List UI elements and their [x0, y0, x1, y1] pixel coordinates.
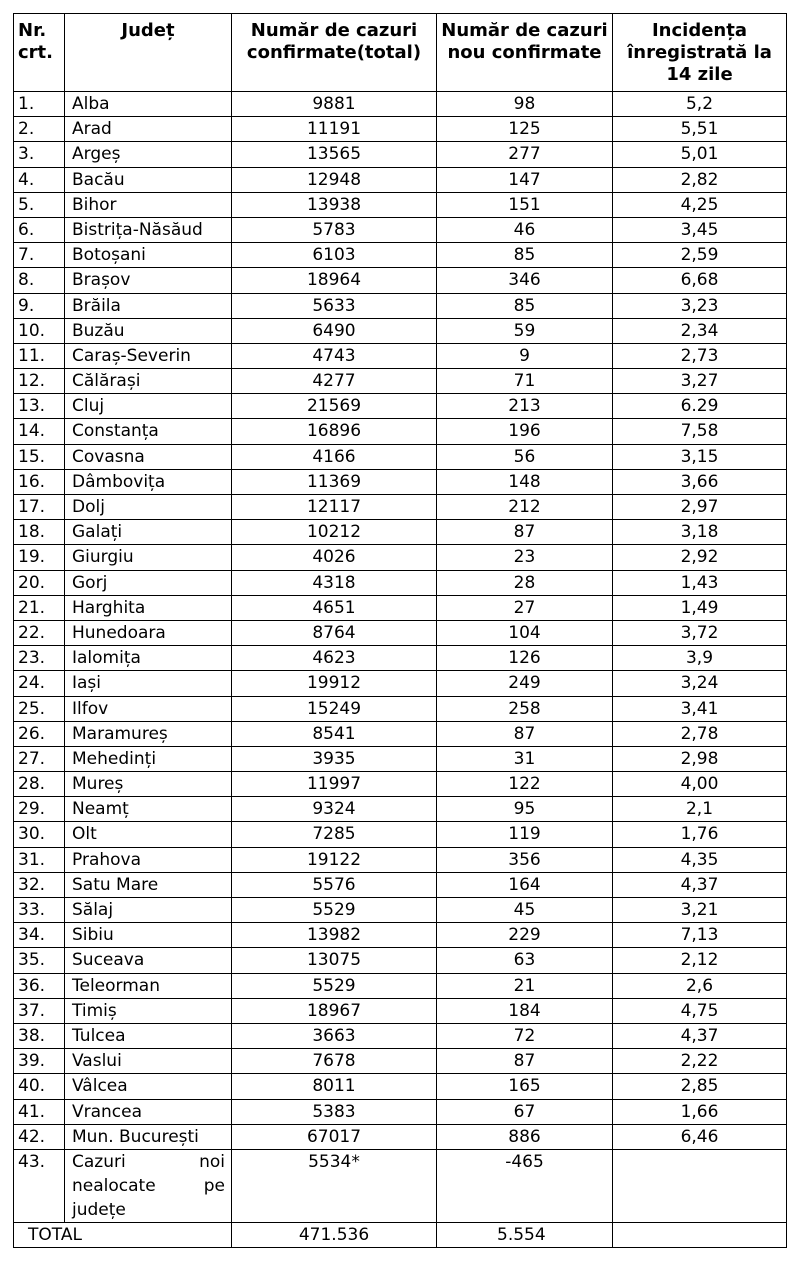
cell-new-cases: 356 — [437, 847, 613, 872]
header-new-cases: Număr de cazuri nou confirmate — [437, 14, 613, 92]
cell-new-cases: 87 — [437, 520, 613, 545]
cell-new-cases: 63 — [437, 948, 613, 973]
cell-incidence: 3,45 — [613, 217, 787, 242]
cell-new-cases: 9 — [437, 343, 613, 368]
table-row — [14, 92, 787, 117]
covid-cases-table — [13, 13, 787, 1248]
table-row — [14, 696, 787, 721]
cell-total-cases: 9881 — [232, 92, 437, 117]
cell-judet: Mehedinți — [65, 746, 232, 771]
cell-incidence: 1,49 — [613, 595, 787, 620]
cell-total-cases: 13565 — [232, 142, 437, 167]
cell-total-cases: 16896 — [232, 419, 437, 444]
table-row — [14, 545, 787, 570]
cell-nr: 40. — [14, 1074, 65, 1099]
note-line: nealocate pe — [72, 1175, 225, 1196]
cell-incidence: 3,72 — [613, 620, 787, 645]
cell-incidence: 6,46 — [613, 1124, 787, 1149]
cell-incidence: 1,43 — [613, 570, 787, 595]
cell-nr: 14. — [14, 419, 65, 444]
cell-judet: Harghita — [65, 595, 232, 620]
header-total-cases: Număr de cazuri confirmate(total) — [232, 14, 437, 92]
cell-judet: Covasna — [65, 444, 232, 469]
cell-total-cases: 5529 — [232, 973, 437, 998]
cell-total-cases: 9324 — [232, 797, 437, 822]
table-row — [14, 772, 787, 797]
cell-nr: 4. — [14, 167, 65, 192]
cell-new-cases: 67 — [437, 1099, 613, 1124]
cell-new-cases: 151 — [437, 192, 613, 217]
cell-incidence: 2,1 — [613, 797, 787, 822]
cell-total-cases: 12117 — [232, 495, 437, 520]
cell-new-cases: 85 — [437, 293, 613, 318]
cell-incidence: 3,27 — [613, 369, 787, 394]
cell-new-cases: 258 — [437, 696, 613, 721]
table-row — [14, 1099, 787, 1124]
cell-incidence: 3,23 — [613, 293, 787, 318]
cell-nr: 17. — [14, 495, 65, 520]
cell-judet: Prahova — [65, 847, 232, 872]
cell-nr: 33. — [14, 898, 65, 923]
cell-judet: Iași — [65, 671, 232, 696]
header-incidence: Incidența înregistrată la 14 zile — [613, 14, 787, 92]
cell-total-cases: 6490 — [232, 318, 437, 343]
cell-new-cases: 45 — [437, 898, 613, 923]
cell-nr: 20. — [14, 570, 65, 595]
cell-judet: Neamț — [65, 797, 232, 822]
total-label: TOTAL — [14, 1222, 232, 1247]
cell-incidence: 3,66 — [613, 469, 787, 494]
cell-nr: 31. — [14, 847, 65, 872]
cell-new-cases: 125 — [437, 117, 613, 142]
table-row — [14, 620, 787, 645]
header-judet: Județ — [65, 14, 232, 92]
cell-nr: 25. — [14, 696, 65, 721]
cell-nr: 13. — [14, 394, 65, 419]
cell-judet: Cluj — [65, 394, 232, 419]
note-line: Cazuri noi — [72, 1151, 225, 1172]
cell-total-cases: 11191 — [232, 117, 437, 142]
cell-nr: 19. — [14, 545, 65, 570]
table-row — [14, 721, 787, 746]
cell-total-cases: 5576 — [232, 872, 437, 897]
cell-total-cases: 5529 — [232, 898, 437, 923]
cell-incidence: 3,24 — [613, 671, 787, 696]
cell-incidence: 4,25 — [613, 192, 787, 217]
cell-judet: Tulcea — [65, 1023, 232, 1048]
cell-incidence: 4,75 — [613, 998, 787, 1023]
cell-judet: Maramureș — [65, 721, 232, 746]
table-row — [14, 444, 787, 469]
table-row — [14, 117, 787, 142]
table-row — [14, 746, 787, 771]
cell-judet: Brăila — [65, 293, 232, 318]
table-body — [14, 92, 787, 1248]
table-row — [14, 217, 787, 242]
cell-new-cases: 56 — [437, 444, 613, 469]
cell-total-cases: 4743 — [232, 343, 437, 368]
cell-judet: Bacău — [65, 167, 232, 192]
incidence-total — [613, 1222, 787, 1247]
cell-new-cases: 165 — [437, 1074, 613, 1099]
cell-judet: Vâlcea — [65, 1074, 232, 1099]
cell-new-cases: 212 — [437, 495, 613, 520]
cell-total-cases: 5633 — [232, 293, 437, 318]
cell-total-cases: 7285 — [232, 822, 437, 847]
cell-judet: Mureș — [65, 772, 232, 797]
cell-new-cases: 148 — [437, 469, 613, 494]
cell-total-cases: 5783 — [232, 217, 437, 242]
cell-judet: Timiș — [65, 998, 232, 1023]
table-row — [14, 797, 787, 822]
cell-nr: 18. — [14, 520, 65, 545]
cell-judet: Teleorman — [65, 973, 232, 998]
cell-incidence: 6.29 — [613, 394, 787, 419]
cell-incidence: 4,35 — [613, 847, 787, 872]
cell-nr: 5. — [14, 192, 65, 217]
cell-incidence: 2,82 — [613, 167, 787, 192]
cell-new-cases: 87 — [437, 1049, 613, 1074]
cell-total-cases: 4166 — [232, 444, 437, 469]
cell-nr: 32. — [14, 872, 65, 897]
table-row — [14, 192, 787, 217]
cell-nr: 41. — [14, 1099, 65, 1124]
cell-incidence: 3,21 — [613, 898, 787, 923]
table-row — [14, 520, 787, 545]
cell-incidence: 4,37 — [613, 1023, 787, 1048]
cell-total-cases: 4651 — [232, 595, 437, 620]
table-row — [14, 167, 787, 192]
unallocated-cases-row — [14, 1149, 787, 1222]
cell-new-cases: 85 — [437, 243, 613, 268]
cell-total-cases: 10212 — [232, 520, 437, 545]
table-row — [14, 419, 787, 444]
table-row — [14, 1049, 787, 1074]
cell-judet: Alba — [65, 92, 232, 117]
table-row — [14, 595, 787, 620]
table-row — [14, 872, 787, 897]
cell-new-cases: 346 — [437, 268, 613, 293]
cell-total-cases: 7678 — [232, 1049, 437, 1074]
header-nr: Nr. crt. — [14, 14, 65, 92]
cell-total-cases: 4623 — [232, 646, 437, 671]
cell-incidence: 5,01 — [613, 142, 787, 167]
cell-judet: Sibiu — [65, 923, 232, 948]
cell-judet — [65, 1149, 232, 1222]
cell-incidence: 2,22 — [613, 1049, 787, 1074]
cell-nr: 37. — [14, 998, 65, 1023]
cell-total-cases: 3935 — [232, 746, 437, 771]
cell-judet: Sălaj — [65, 898, 232, 923]
cell-judet: Călărași — [65, 369, 232, 394]
cell-incidence: 2,6 — [613, 973, 787, 998]
cell-incidence: 2,92 — [613, 545, 787, 570]
cell-judet: Bistrița-Năsăud — [65, 217, 232, 242]
cell-new-cases: 164 — [437, 872, 613, 897]
table-row — [14, 394, 787, 419]
cell-total-cases: 4277 — [232, 369, 437, 394]
cell-incidence: 5,2 — [613, 92, 787, 117]
cell-incidence: 2,97 — [613, 495, 787, 520]
cell-nr: 8. — [14, 268, 65, 293]
cell-new-cases: 87 — [437, 721, 613, 746]
cell-new-cases: 196 — [437, 419, 613, 444]
cell-judet: Caraș-Severin — [65, 343, 232, 368]
cell-total-cases: 8764 — [232, 620, 437, 645]
cell-nr: 11. — [14, 343, 65, 368]
cell-judet: Giurgiu — [65, 545, 232, 570]
table-row — [14, 898, 787, 923]
cell-judet: Argeș — [65, 142, 232, 167]
cell-incidence: 2,34 — [613, 318, 787, 343]
table-row — [14, 923, 787, 948]
cell-total-cases: 3663 — [232, 1023, 437, 1048]
cell-incidence: 5,51 — [613, 117, 787, 142]
cell-new-cases: 27 — [437, 595, 613, 620]
cell-new-cases: 71 — [437, 369, 613, 394]
cell-incidence: 4,00 — [613, 772, 787, 797]
cell-total-cases: 19122 — [232, 847, 437, 872]
table-row — [14, 495, 787, 520]
cell-new-cases: 249 — [437, 671, 613, 696]
cell-nr: 27. — [14, 746, 65, 771]
cell-incidence: 2,78 — [613, 721, 787, 746]
cell-incidence — [613, 1149, 787, 1222]
cell-nr: 26. — [14, 721, 65, 746]
cell-total-cases: 13982 — [232, 923, 437, 948]
cell-new-cases: 28 — [437, 570, 613, 595]
cell-new-cases: 119 — [437, 822, 613, 847]
cell-total-cases: 11997 — [232, 772, 437, 797]
cell-judet: Galați — [65, 520, 232, 545]
cell-total-cases: 15249 — [232, 696, 437, 721]
cell-total-cases: 4026 — [232, 545, 437, 570]
cell-judet: Arad — [65, 117, 232, 142]
cell-judet: Vaslui — [65, 1049, 232, 1074]
cell-nr: 7. — [14, 243, 65, 268]
cell-new-cases: 886 — [437, 1124, 613, 1149]
cell-nr: 22. — [14, 620, 65, 645]
cell-judet: Mun. București — [65, 1124, 232, 1149]
cell-incidence: 4,37 — [613, 872, 787, 897]
cell-total-cases: 19912 — [232, 671, 437, 696]
table-row — [14, 268, 787, 293]
cell-total-cases: 5534* — [232, 1149, 437, 1222]
cell-nr: 39. — [14, 1049, 65, 1074]
cell-new-cases: 72 — [437, 1023, 613, 1048]
table-row — [14, 570, 787, 595]
table-row — [14, 469, 787, 494]
cell-judet: Suceava — [65, 948, 232, 973]
table-row — [14, 293, 787, 318]
cell-new-cases: 184 — [437, 998, 613, 1023]
cell-nr: 21. — [14, 595, 65, 620]
cell-total-cases: 13938 — [232, 192, 437, 217]
cell-total-cases: 12948 — [232, 167, 437, 192]
cell-incidence: 2,73 — [613, 343, 787, 368]
cell-nr: 12. — [14, 369, 65, 394]
cell-total-cases: 67017 — [232, 1124, 437, 1149]
cell-total-cases: 18964 — [232, 268, 437, 293]
cell-nr: 29. — [14, 797, 65, 822]
cell-judet: Olt — [65, 822, 232, 847]
header-row — [14, 14, 787, 92]
cell-incidence: 3,9 — [613, 646, 787, 671]
cell-new-cases: 21 — [437, 973, 613, 998]
cell-incidence: 2,85 — [613, 1074, 787, 1099]
cell-nr: 28. — [14, 772, 65, 797]
note-line: județe — [72, 1199, 126, 1220]
cell-new-cases: 213 — [437, 394, 613, 419]
cell-nr: 42. — [14, 1124, 65, 1149]
cell-nr: 38. — [14, 1023, 65, 1048]
cell-nr: 23. — [14, 646, 65, 671]
cell-total-cases: 11369 — [232, 469, 437, 494]
cell-new-cases: 229 — [437, 923, 613, 948]
cell-incidence: 3,18 — [613, 520, 787, 545]
total-cases-sum: 471.536 — [232, 1222, 437, 1247]
cell-incidence: 2,12 — [613, 948, 787, 973]
cell-new-cases: 23 — [437, 545, 613, 570]
table-row — [14, 1074, 787, 1099]
cell-new-cases: 277 — [437, 142, 613, 167]
cell-total-cases: 6103 — [232, 243, 437, 268]
table-row — [14, 142, 787, 167]
cell-total-cases: 8541 — [232, 721, 437, 746]
cell-new-cases: 147 — [437, 167, 613, 192]
cell-nr: 36. — [14, 973, 65, 998]
cell-incidence: 7,13 — [613, 923, 787, 948]
table-row — [14, 998, 787, 1023]
cell-nr: 16. — [14, 469, 65, 494]
table-row — [14, 847, 787, 872]
table-row — [14, 318, 787, 343]
cell-incidence: 7,58 — [613, 419, 787, 444]
cell-new-cases: -465 — [437, 1149, 613, 1222]
cell-nr: 1. — [14, 92, 65, 117]
cell-new-cases: 59 — [437, 318, 613, 343]
cell-incidence: 2,98 — [613, 746, 787, 771]
cell-judet: Ilfov — [65, 696, 232, 721]
cell-incidence: 3,15 — [613, 444, 787, 469]
cell-incidence: 3,41 — [613, 696, 787, 721]
cell-nr: 30. — [14, 822, 65, 847]
cell-total-cases: 13075 — [232, 948, 437, 973]
cell-total-cases: 8011 — [232, 1074, 437, 1099]
cell-total-cases: 4318 — [232, 570, 437, 595]
cell-judet: Botoșani — [65, 243, 232, 268]
table-row — [14, 973, 787, 998]
cell-judet: Dolj — [65, 495, 232, 520]
cell-nr: 24. — [14, 671, 65, 696]
cell-new-cases: 126 — [437, 646, 613, 671]
cell-nr: 6. — [14, 217, 65, 242]
cell-judet: Gorj — [65, 570, 232, 595]
cell-judet: Constanța — [65, 419, 232, 444]
table-row — [14, 948, 787, 973]
table-row — [14, 671, 787, 696]
cell-nr: 34. — [14, 923, 65, 948]
table-row — [14, 243, 787, 268]
cell-incidence: 2,59 — [613, 243, 787, 268]
new-cases-sum: 5.554 — [437, 1222, 613, 1247]
cell-nr: 3. — [14, 142, 65, 167]
cell-total-cases: 18967 — [232, 998, 437, 1023]
cell-new-cases: 104 — [437, 620, 613, 645]
cell-judet: Ialomița — [65, 646, 232, 671]
cell-judet: Hunedoara — [65, 620, 232, 645]
cell-nr: 35. — [14, 948, 65, 973]
cell-nr: 10. — [14, 318, 65, 343]
cell-judet: Bihor — [65, 192, 232, 217]
cell-nr: 9. — [14, 293, 65, 318]
table-row — [14, 646, 787, 671]
table-row — [14, 369, 787, 394]
cell-nr: 43. — [14, 1149, 65, 1222]
cell-judet: Brașov — [65, 268, 232, 293]
cell-incidence: 1,76 — [613, 822, 787, 847]
cell-total-cases: 21569 — [232, 394, 437, 419]
cell-nr: 15. — [14, 444, 65, 469]
table-row — [14, 1023, 787, 1048]
cell-new-cases: 98 — [437, 92, 613, 117]
table-row — [14, 1124, 787, 1149]
cell-incidence: 6,68 — [613, 268, 787, 293]
cell-judet: Satu Mare — [65, 872, 232, 897]
cell-new-cases: 95 — [437, 797, 613, 822]
cell-judet: Buzău — [65, 318, 232, 343]
table-row — [14, 343, 787, 368]
cell-new-cases: 31 — [437, 746, 613, 771]
cell-judet: Dâmbovița — [65, 469, 232, 494]
table-row — [14, 822, 787, 847]
cell-total-cases: 5383 — [232, 1099, 437, 1124]
cell-judet: Vrancea — [65, 1099, 232, 1124]
cell-nr: 2. — [14, 117, 65, 142]
total-row — [14, 1222, 787, 1247]
cell-new-cases: 46 — [437, 217, 613, 242]
cell-new-cases: 122 — [437, 772, 613, 797]
cell-incidence: 1,66 — [613, 1099, 787, 1124]
